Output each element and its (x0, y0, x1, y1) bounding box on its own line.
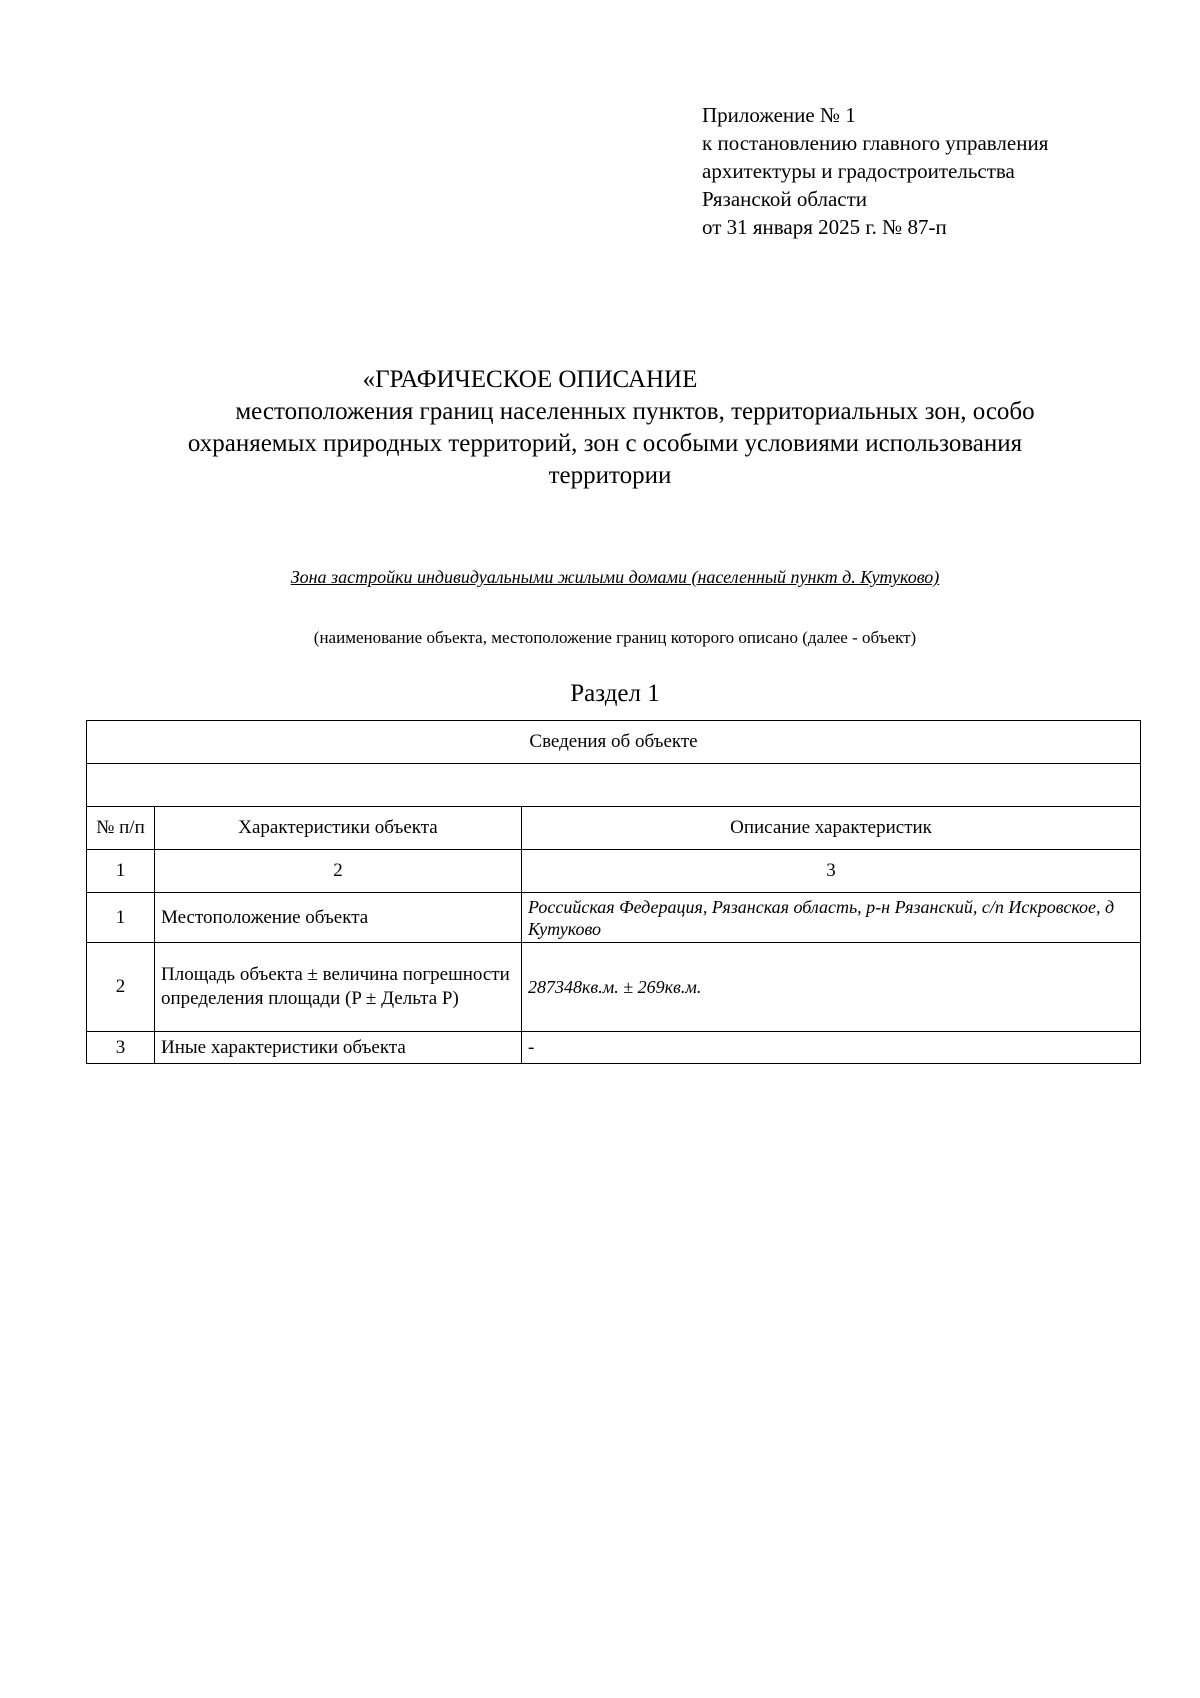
approval-line: Рязанской области (702, 187, 868, 211)
object-caption: (наименование объекта, местоположение границ которого описано (далее - объект) (313, 628, 917, 647)
empty-cell (87, 764, 1141, 807)
object-info-table (86, 720, 1141, 1064)
row-description: Российская Федерация, Рязанская область, р-н Рязанский, с/п Искровское, д Кутуково (522, 893, 1141, 943)
table-row (87, 943, 1141, 1032)
section-title: Раздел 1 (570, 680, 660, 707)
row-characteristic: Местоположение объекта (155, 893, 522, 943)
row-description: 287348кв.м. ± 269кв.м. (522, 943, 1141, 1032)
row-num: 1 (87, 893, 155, 943)
approval-line: от 31 января 2025 г. № 87-п (702, 215, 947, 239)
column-number: 3 (522, 850, 1141, 893)
column-number: 2 (155, 850, 522, 893)
object-name: Зона застройки индивидуальными жилыми домами (населенный пункт д. Кутуково) (290, 567, 940, 587)
header-num: № п/п (87, 807, 155, 850)
approval-line: к постановлению главного управления (702, 131, 1049, 155)
table-row (87, 1032, 1141, 1064)
approval-block (702, 101, 1172, 241)
table-row (87, 893, 1141, 943)
row-characteristic: Площадь объекта ± величина погрешности определения площади (P ± Дельта P) (155, 943, 522, 1032)
title-line: местоположения границ населенных пунктов, территориальных зон, особо (235, 398, 1035, 425)
row-num: 3 (87, 1032, 155, 1064)
header-description: Описание характеристик (522, 807, 1141, 850)
header-characteristic: Характеристики объекта (155, 807, 522, 850)
column-number-row (87, 850, 1141, 893)
table-caption-row (87, 721, 1141, 764)
row-num: 2 (87, 943, 155, 1032)
table-header-row (87, 807, 1141, 850)
approval-line: Приложение № 1 (702, 103, 856, 127)
row-description: - (522, 1032, 1141, 1064)
row-characteristic: Иные характеристики объекта (155, 1032, 522, 1064)
column-number: 1 (87, 850, 155, 893)
table-caption: Сведения об объекте (87, 721, 1141, 764)
title-line: «ГРАФИЧЕСКОЕ ОПИСАНИЕ (362, 366, 698, 393)
document-title (100, 364, 1100, 492)
table-empty-row (87, 764, 1141, 807)
title-line: территории (548, 462, 672, 489)
approval-line: архитектуры и градостроительства (702, 159, 1015, 183)
title-line: охраняемых природных территорий, зон с особыми условиями использования (187, 430, 1023, 457)
